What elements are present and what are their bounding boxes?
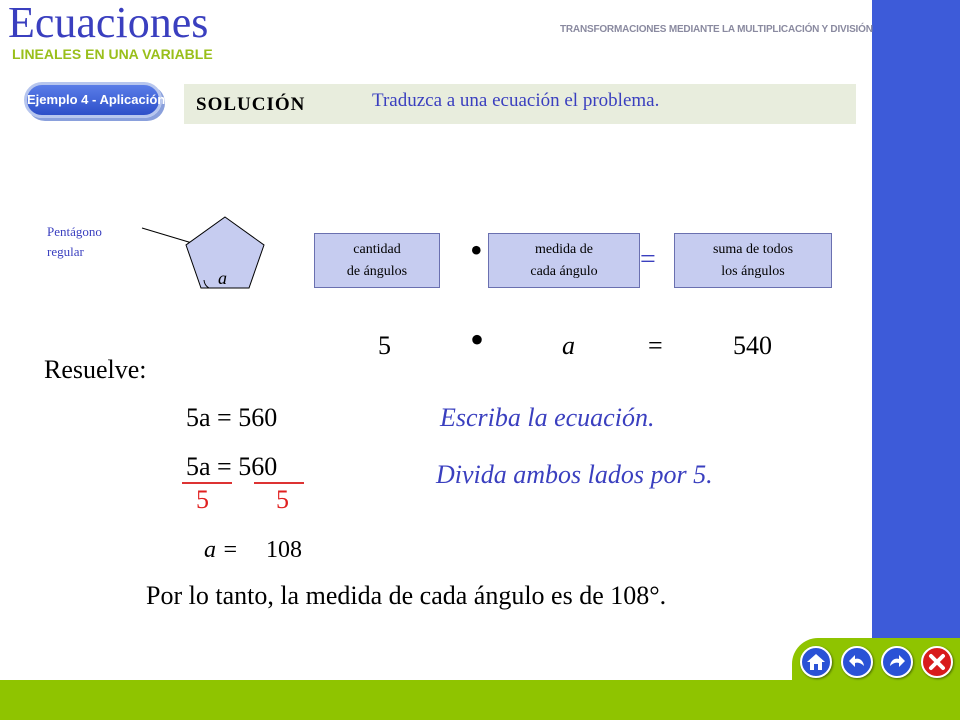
pentagon-caption-line1: Pentágono — [47, 224, 102, 239]
step2-equation: 5a = 560 — [186, 452, 278, 481]
home-button[interactable] — [800, 646, 832, 678]
divisor-right: 5 — [276, 485, 289, 514]
box3-line2: los ángulos — [721, 263, 785, 279]
home-icon — [806, 652, 826, 672]
close-icon — [927, 652, 947, 672]
back-button[interactable] — [841, 646, 873, 678]
box-angle-measure — [488, 233, 640, 288]
example-badge-label: Ejemplo 4 - Aplicación — [27, 92, 166, 107]
equation-right-value: 540 — [733, 331, 772, 360]
pentagon-pointer-line — [142, 228, 192, 243]
equation-dot: • — [470, 317, 485, 362]
multiply-dot-operator: • — [470, 230, 483, 270]
solution-label: SOLUCIÓN — [196, 94, 306, 115]
box2-line1: medida de — [535, 241, 593, 257]
box3-line1: suma de todos — [712, 241, 794, 257]
pentagon-diagram — [140, 210, 270, 295]
forward-arrow-icon — [887, 652, 907, 672]
equation-variable: a — [562, 331, 575, 360]
solve-heading: Resuelve: — [44, 355, 147, 384]
step3-variable: a = — [204, 537, 239, 563]
divisor-left: 5 — [196, 485, 209, 514]
box1-line1: cantidad — [353, 241, 401, 257]
page-title: Ecuaciones — [8, 0, 209, 47]
step1-equation: 5a = 560 — [186, 403, 278, 432]
back-arrow-icon — [847, 652, 867, 672]
box-sum-of-angles — [674, 233, 832, 288]
box2-line2: cada ángulo — [530, 263, 598, 279]
box-quantity-of-angles — [314, 233, 440, 288]
conclusion-text: Por lo tanto, la medida de cada ángulo es de 108°. — [146, 581, 667, 610]
pentagon-caption — [47, 222, 102, 262]
instruction-text: Traduzca a una ecuación el problema. — [372, 90, 660, 111]
equation-equals: = — [648, 331, 663, 360]
step2-note: Divida ambos lados por 5. — [436, 460, 713, 489]
step1-note: Escriba la ecuación. — [440, 403, 655, 432]
equals-operator: = — [640, 244, 656, 275]
angle-label: a — [218, 268, 227, 288]
close-button[interactable] — [921, 646, 953, 678]
box1-line2: de ángulos — [346, 263, 408, 279]
equation-left-value: 5 — [378, 331, 391, 360]
page-subtitle: LINEALES EN UNA VARIABLE — [12, 46, 213, 62]
example-badge — [24, 82, 166, 118]
step3-value: 108 — [266, 537, 302, 563]
right-sidebar-bar — [872, 0, 960, 680]
section-title: TRANSFORMACIONES MEDIANTE LA MULTIPLICACIÓN Y DIVISIÓN — [560, 24, 873, 35]
pentagon-caption-line2: regular — [47, 244, 84, 259]
forward-button[interactable] — [881, 646, 913, 678]
